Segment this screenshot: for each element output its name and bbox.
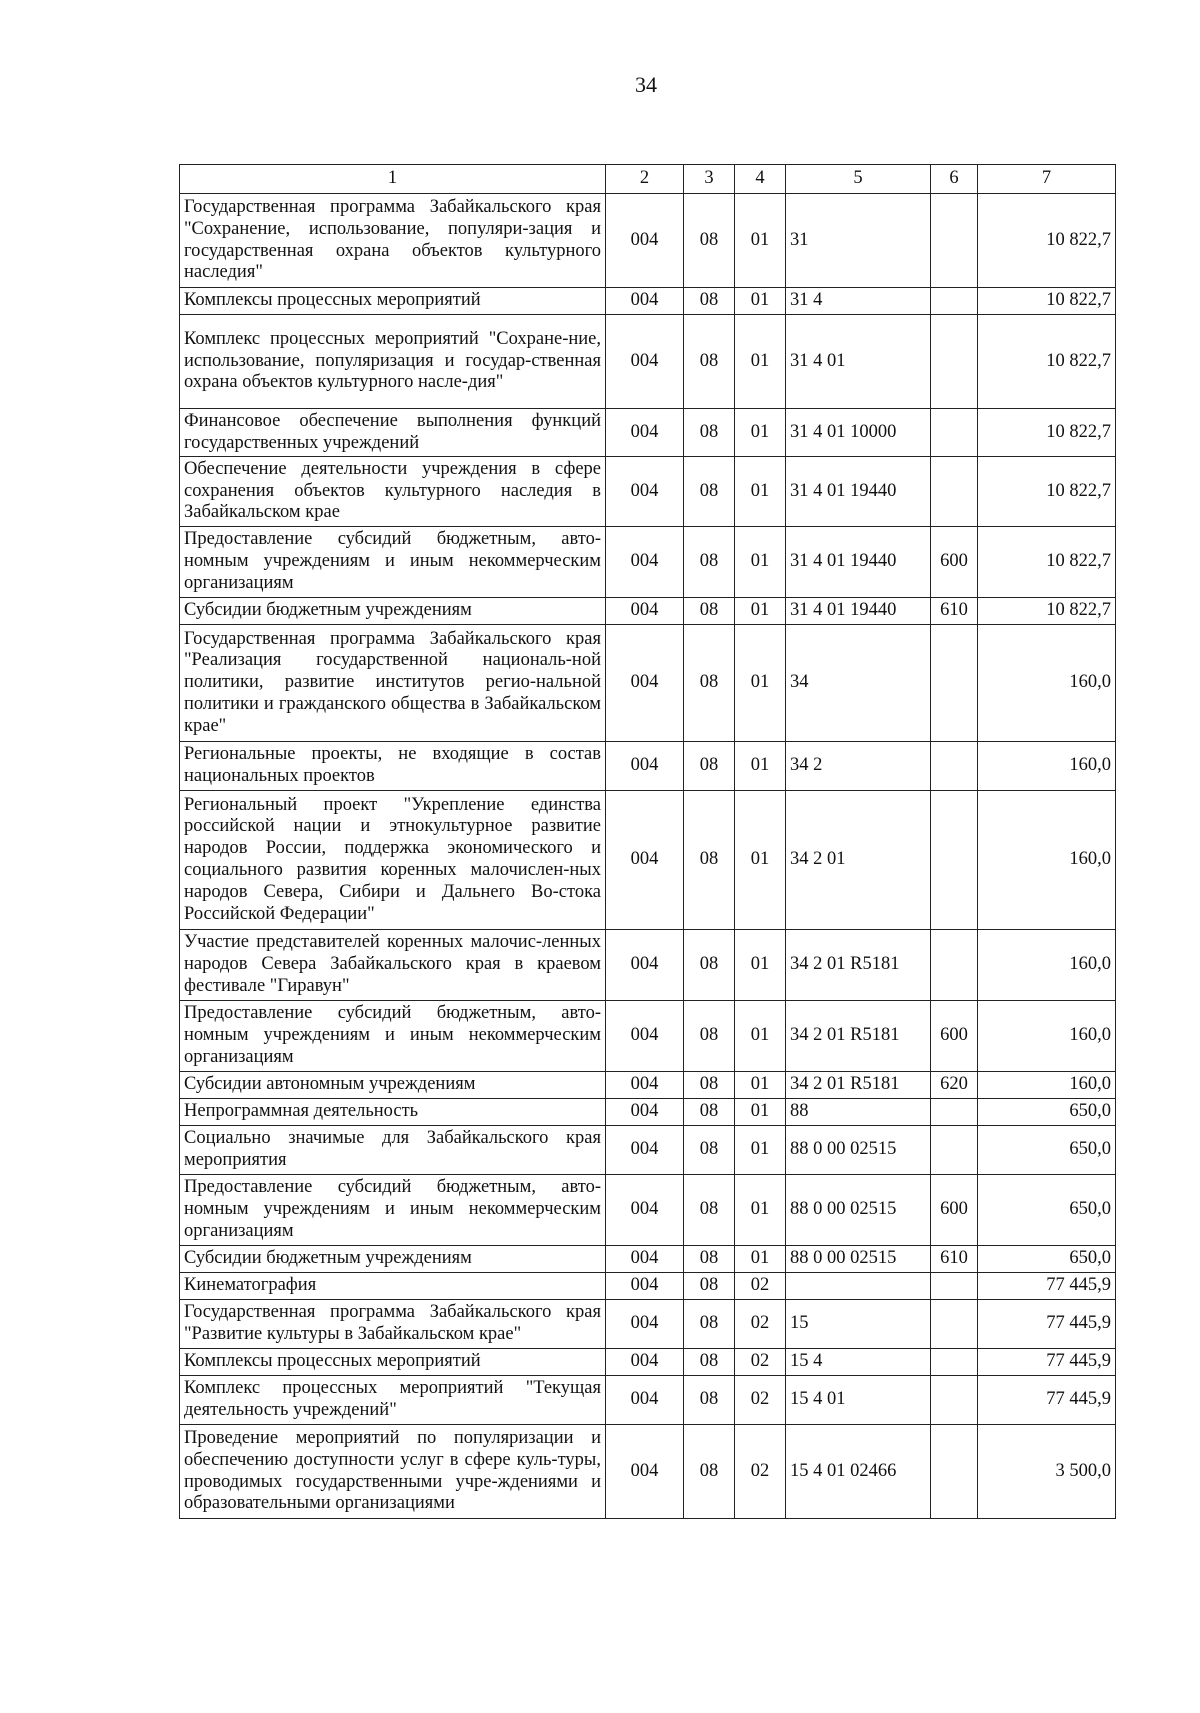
target-article-cell: 15 4 bbox=[786, 1349, 931, 1376]
amount-cell: 77 445,9 bbox=[978, 1376, 1116, 1425]
table-row bbox=[180, 1349, 1116, 1376]
amount-cell: 160,0 bbox=[978, 1001, 1116, 1072]
subsection-code-cell: 01 bbox=[735, 1126, 786, 1175]
target-article-cell: 34 2 01 bbox=[786, 791, 931, 930]
row-name-cell: Кинематография bbox=[180, 1273, 606, 1300]
table-row bbox=[180, 315, 1116, 409]
amount-cell: 77 445,9 bbox=[978, 1273, 1116, 1300]
section-code-cell: 08 bbox=[684, 1175, 735, 1246]
expense-type-cell bbox=[931, 1273, 978, 1300]
table-row bbox=[180, 1273, 1116, 1300]
target-article-cell: 31 bbox=[786, 194, 931, 288]
subsection-code-cell: 01 bbox=[735, 288, 786, 315]
subsection-code-cell: 01 bbox=[735, 1001, 786, 1072]
budget-table bbox=[179, 164, 1116, 1519]
table-row bbox=[180, 527, 1116, 598]
amount-cell: 650,0 bbox=[978, 1099, 1116, 1126]
amount-cell: 10 822,7 bbox=[978, 527, 1116, 598]
row-name-cell: Региональный проект "Укрепление единства российской нации и этнокультурное развитие народов России, поддержка экономического и социального развития коренных малочислен-ных народов Севера, Сибири и Дальнего Во-стока Российской Федерации" bbox=[180, 791, 606, 930]
table-row bbox=[180, 1001, 1116, 1072]
header-cell: 3 bbox=[684, 165, 735, 194]
expense-type-cell bbox=[931, 791, 978, 930]
row-name-cell: Государственная программа Забайкальского края "Развитие культуры в Забайкальском крае" bbox=[180, 1300, 606, 1349]
expense-type-cell bbox=[931, 742, 978, 791]
amount-cell: 10 822,7 bbox=[978, 288, 1116, 315]
expense-type-cell: 610 bbox=[931, 1246, 978, 1273]
subsection-code-cell: 01 bbox=[735, 315, 786, 409]
expense-type-cell bbox=[931, 1126, 978, 1175]
row-name-cell: Предоставление субсидий бюджетным, авто-номным учреждениям и иным некоммерческим организациям bbox=[180, 1175, 606, 1246]
ministry-code-cell: 004 bbox=[606, 742, 684, 791]
row-name-cell: Непрограммная деятельность bbox=[180, 1099, 606, 1126]
section-code-cell: 08 bbox=[684, 1376, 735, 1425]
target-article-cell: 31 4 01 bbox=[786, 315, 931, 409]
target-article-cell: 88 bbox=[786, 1099, 931, 1126]
amount-cell: 10 822,7 bbox=[978, 194, 1116, 288]
section-code-cell: 08 bbox=[684, 288, 735, 315]
section-code-cell: 08 bbox=[684, 791, 735, 930]
row-name-cell: Субсидии бюджетным учреждениям bbox=[180, 1246, 606, 1273]
subsection-code-cell: 01 bbox=[735, 791, 786, 930]
target-article-cell: 31 4 bbox=[786, 288, 931, 315]
header-cell: 5 bbox=[786, 165, 931, 194]
ministry-code-cell: 004 bbox=[606, 1246, 684, 1273]
amount-cell: 10 822,7 bbox=[978, 409, 1116, 457]
ministry-code-cell: 004 bbox=[606, 315, 684, 409]
target-article-cell: 15 4 01 bbox=[786, 1376, 931, 1425]
amount-cell: 160,0 bbox=[978, 742, 1116, 791]
section-code-cell: 08 bbox=[684, 1072, 735, 1099]
ministry-code-cell: 004 bbox=[606, 1175, 684, 1246]
subsection-code-cell: 01 bbox=[735, 625, 786, 742]
amount-cell: 10 822,7 bbox=[978, 457, 1116, 527]
subsection-code-cell: 01 bbox=[735, 930, 786, 1001]
table-row bbox=[180, 288, 1116, 315]
row-name-cell: Проведение мероприятий по популяризации и обеспечению доступности услуг в сфере куль-туры, проводимых государственными учре-ждениями и образовательными организациями bbox=[180, 1425, 606, 1519]
subsection-code-cell: 01 bbox=[735, 457, 786, 527]
section-code-cell: 08 bbox=[684, 315, 735, 409]
subsection-code-cell: 02 bbox=[735, 1376, 786, 1425]
row-name-cell: Региональные проекты, не входящие в состав национальных проектов bbox=[180, 742, 606, 791]
table-row bbox=[180, 625, 1116, 742]
subsection-code-cell: 02 bbox=[735, 1349, 786, 1376]
section-code-cell: 08 bbox=[684, 742, 735, 791]
amount-cell: 160,0 bbox=[978, 625, 1116, 742]
subsection-code-cell: 02 bbox=[735, 1273, 786, 1300]
expense-type-cell bbox=[931, 409, 978, 457]
expense-type-cell bbox=[931, 930, 978, 1001]
section-code-cell: 08 bbox=[684, 1099, 735, 1126]
row-name-cell: Комплекс процессных мероприятий "Текущая деятельность учреждений" bbox=[180, 1376, 606, 1425]
section-code-cell: 08 bbox=[684, 1246, 735, 1273]
header-cell: 6 bbox=[931, 165, 978, 194]
subsection-code-cell: 01 bbox=[735, 527, 786, 598]
expense-type-cell bbox=[931, 457, 978, 527]
section-code-cell: 08 bbox=[684, 409, 735, 457]
target-article-cell: 31 4 01 19440 bbox=[786, 457, 931, 527]
ministry-code-cell: 004 bbox=[606, 1273, 684, 1300]
section-code-cell: 08 bbox=[684, 527, 735, 598]
amount-cell: 160,0 bbox=[978, 791, 1116, 930]
subsection-code-cell: 01 bbox=[735, 1246, 786, 1273]
section-code-cell: 08 bbox=[684, 930, 735, 1001]
ministry-code-cell: 004 bbox=[606, 791, 684, 930]
row-name-cell: Комплексы процессных мероприятий bbox=[180, 1349, 606, 1376]
section-code-cell: 08 bbox=[684, 598, 735, 625]
amount-cell: 77 445,9 bbox=[978, 1349, 1116, 1376]
subsection-code-cell: 01 bbox=[735, 742, 786, 791]
amount-cell: 10 822,7 bbox=[978, 315, 1116, 409]
section-code-cell: 08 bbox=[684, 625, 735, 742]
target-article-cell: 15 4 01 02466 bbox=[786, 1425, 931, 1519]
row-name-cell: Финансовое обеспечение выполнения функций государственных учреждений bbox=[180, 409, 606, 457]
table-header-row bbox=[180, 165, 1116, 194]
table-row bbox=[180, 1099, 1116, 1126]
table-row bbox=[180, 742, 1116, 791]
amount-cell: 650,0 bbox=[978, 1175, 1116, 1246]
expense-type-cell bbox=[931, 1376, 978, 1425]
expense-type-cell: 600 bbox=[931, 527, 978, 598]
header-cell: 4 bbox=[735, 165, 786, 194]
expense-type-cell bbox=[931, 1300, 978, 1349]
section-code-cell: 08 bbox=[684, 1349, 735, 1376]
row-name-cell: Участие представителей коренных малочис-ленных народов Севера Забайкальского края в краевом фестивале "Гиравун" bbox=[180, 930, 606, 1001]
target-article-cell: 88 0 00 02515 bbox=[786, 1126, 931, 1175]
target-article-cell: 34 2 01 R5181 bbox=[786, 1001, 931, 1072]
table-row bbox=[180, 1246, 1116, 1273]
row-name-cell: Социально значимые для Забайкальского края мероприятия bbox=[180, 1126, 606, 1175]
header-cell: 1 bbox=[180, 165, 606, 194]
row-name-cell: Комплекс процессных мероприятий "Сохране-ние, использование, популяризация и государ-ственная охрана объектов культурного насле-дия" bbox=[180, 315, 606, 409]
expense-type-cell: 600 bbox=[931, 1001, 978, 1072]
table-row bbox=[180, 1175, 1116, 1246]
ministry-code-cell: 004 bbox=[606, 457, 684, 527]
ministry-code-cell: 004 bbox=[606, 1126, 684, 1175]
target-article-cell: 31 4 01 19440 bbox=[786, 598, 931, 625]
amount-cell: 160,0 bbox=[978, 1072, 1116, 1099]
ministry-code-cell: 004 bbox=[606, 1425, 684, 1519]
target-article-cell: 15 bbox=[786, 1300, 931, 1349]
expense-type-cell bbox=[931, 1425, 978, 1519]
row-name-cell: Государственная программа Забайкальского края "Реализация государственной националь-ной политики, развитие институтов регио-нальной политики и гражданского общества в Забайкальском крае" bbox=[180, 625, 606, 742]
expense-type-cell bbox=[931, 1349, 978, 1376]
amount-cell: 650,0 bbox=[978, 1126, 1116, 1175]
section-code-cell: 08 bbox=[684, 1300, 735, 1349]
subsection-code-cell: 01 bbox=[735, 194, 786, 288]
table-row bbox=[180, 791, 1116, 930]
row-name-cell: Субсидии бюджетным учреждениям bbox=[180, 598, 606, 625]
section-code-cell: 08 bbox=[684, 194, 735, 288]
header-cell: 2 bbox=[606, 165, 684, 194]
table-row bbox=[180, 1126, 1116, 1175]
ministry-code-cell: 004 bbox=[606, 625, 684, 742]
subsection-code-cell: 01 bbox=[735, 1099, 786, 1126]
expense-type-cell: 610 bbox=[931, 598, 978, 625]
target-article-cell: 34 2 bbox=[786, 742, 931, 791]
ministry-code-cell: 004 bbox=[606, 1300, 684, 1349]
table-row bbox=[180, 930, 1116, 1001]
target-article-cell: 31 4 01 19440 bbox=[786, 527, 931, 598]
table-row bbox=[180, 1300, 1116, 1349]
expense-type-cell: 600 bbox=[931, 1175, 978, 1246]
section-code-cell: 08 bbox=[684, 1273, 735, 1300]
expense-type-cell: 620 bbox=[931, 1072, 978, 1099]
expense-type-cell bbox=[931, 625, 978, 742]
subsection-code-cell: 01 bbox=[735, 409, 786, 457]
page-number: 34 bbox=[635, 72, 657, 97]
ministry-code-cell: 004 bbox=[606, 194, 684, 288]
ministry-code-cell: 004 bbox=[606, 527, 684, 598]
expense-type-cell bbox=[931, 288, 978, 315]
target-article-cell: 88 0 00 02515 bbox=[786, 1246, 931, 1273]
subsection-code-cell: 01 bbox=[735, 598, 786, 625]
row-name-cell: Субсидии автономным учреждениям bbox=[180, 1072, 606, 1099]
row-name-cell: Комплексы процессных мероприятий bbox=[180, 288, 606, 315]
expense-type-cell bbox=[931, 315, 978, 409]
expense-type-cell bbox=[931, 1099, 978, 1126]
section-code-cell: 08 bbox=[684, 1001, 735, 1072]
section-code-cell: 08 bbox=[684, 1425, 735, 1519]
table-row bbox=[180, 598, 1116, 625]
target-article-cell bbox=[786, 1273, 931, 1300]
amount-cell: 77 445,9 bbox=[978, 1300, 1116, 1349]
table-row bbox=[180, 409, 1116, 457]
target-article-cell: 34 bbox=[786, 625, 931, 742]
table-row bbox=[180, 1425, 1116, 1519]
ministry-code-cell: 004 bbox=[606, 1099, 684, 1126]
row-name-cell: Предоставление субсидий бюджетным, авто-номным учреждениям и иным некоммерческим организациям bbox=[180, 1001, 606, 1072]
section-code-cell: 08 bbox=[684, 457, 735, 527]
expense-type-cell bbox=[931, 194, 978, 288]
table-row bbox=[180, 194, 1116, 288]
ministry-code-cell: 004 bbox=[606, 1349, 684, 1376]
target-article-cell: 34 2 01 R5181 bbox=[786, 1072, 931, 1099]
amount-cell: 650,0 bbox=[978, 1246, 1116, 1273]
subsection-code-cell: 02 bbox=[735, 1300, 786, 1349]
ministry-code-cell: 004 bbox=[606, 930, 684, 1001]
ministry-code-cell: 004 bbox=[606, 1001, 684, 1072]
table-row bbox=[180, 1376, 1116, 1425]
target-article-cell: 31 4 01 10000 bbox=[786, 409, 931, 457]
row-name-cell: Государственная программа Забайкальского края "Сохранение, использование, популяри-зация и государственная охрана объектов культурного наследия" bbox=[180, 194, 606, 288]
row-name-cell: Обеспечение деятельности учреждения в сфере сохранения объектов культурного наследия в Забайкальском крае bbox=[180, 457, 606, 527]
amount-cell: 10 822,7 bbox=[978, 598, 1116, 625]
table-row bbox=[180, 457, 1116, 527]
header-cell: 7 bbox=[978, 165, 1116, 194]
ministry-code-cell: 004 bbox=[606, 288, 684, 315]
ministry-code-cell: 004 bbox=[606, 1376, 684, 1425]
ministry-code-cell: 004 bbox=[606, 598, 684, 625]
amount-cell: 3 500,0 bbox=[978, 1425, 1116, 1519]
subsection-code-cell: 01 bbox=[735, 1072, 786, 1099]
ministry-code-cell: 004 bbox=[606, 1072, 684, 1099]
ministry-code-cell: 004 bbox=[606, 409, 684, 457]
section-code-cell: 08 bbox=[684, 1126, 735, 1175]
target-article-cell: 34 2 01 R5181 bbox=[786, 930, 931, 1001]
subsection-code-cell: 01 bbox=[735, 1175, 786, 1246]
row-name-cell: Предоставление субсидий бюджетным, авто-номным учреждениям и иным некоммерческим организациям bbox=[180, 527, 606, 598]
subsection-code-cell: 02 bbox=[735, 1425, 786, 1519]
target-article-cell: 88 0 00 02515 bbox=[786, 1175, 931, 1246]
amount-cell: 160,0 bbox=[978, 930, 1116, 1001]
table-row bbox=[180, 1072, 1116, 1099]
